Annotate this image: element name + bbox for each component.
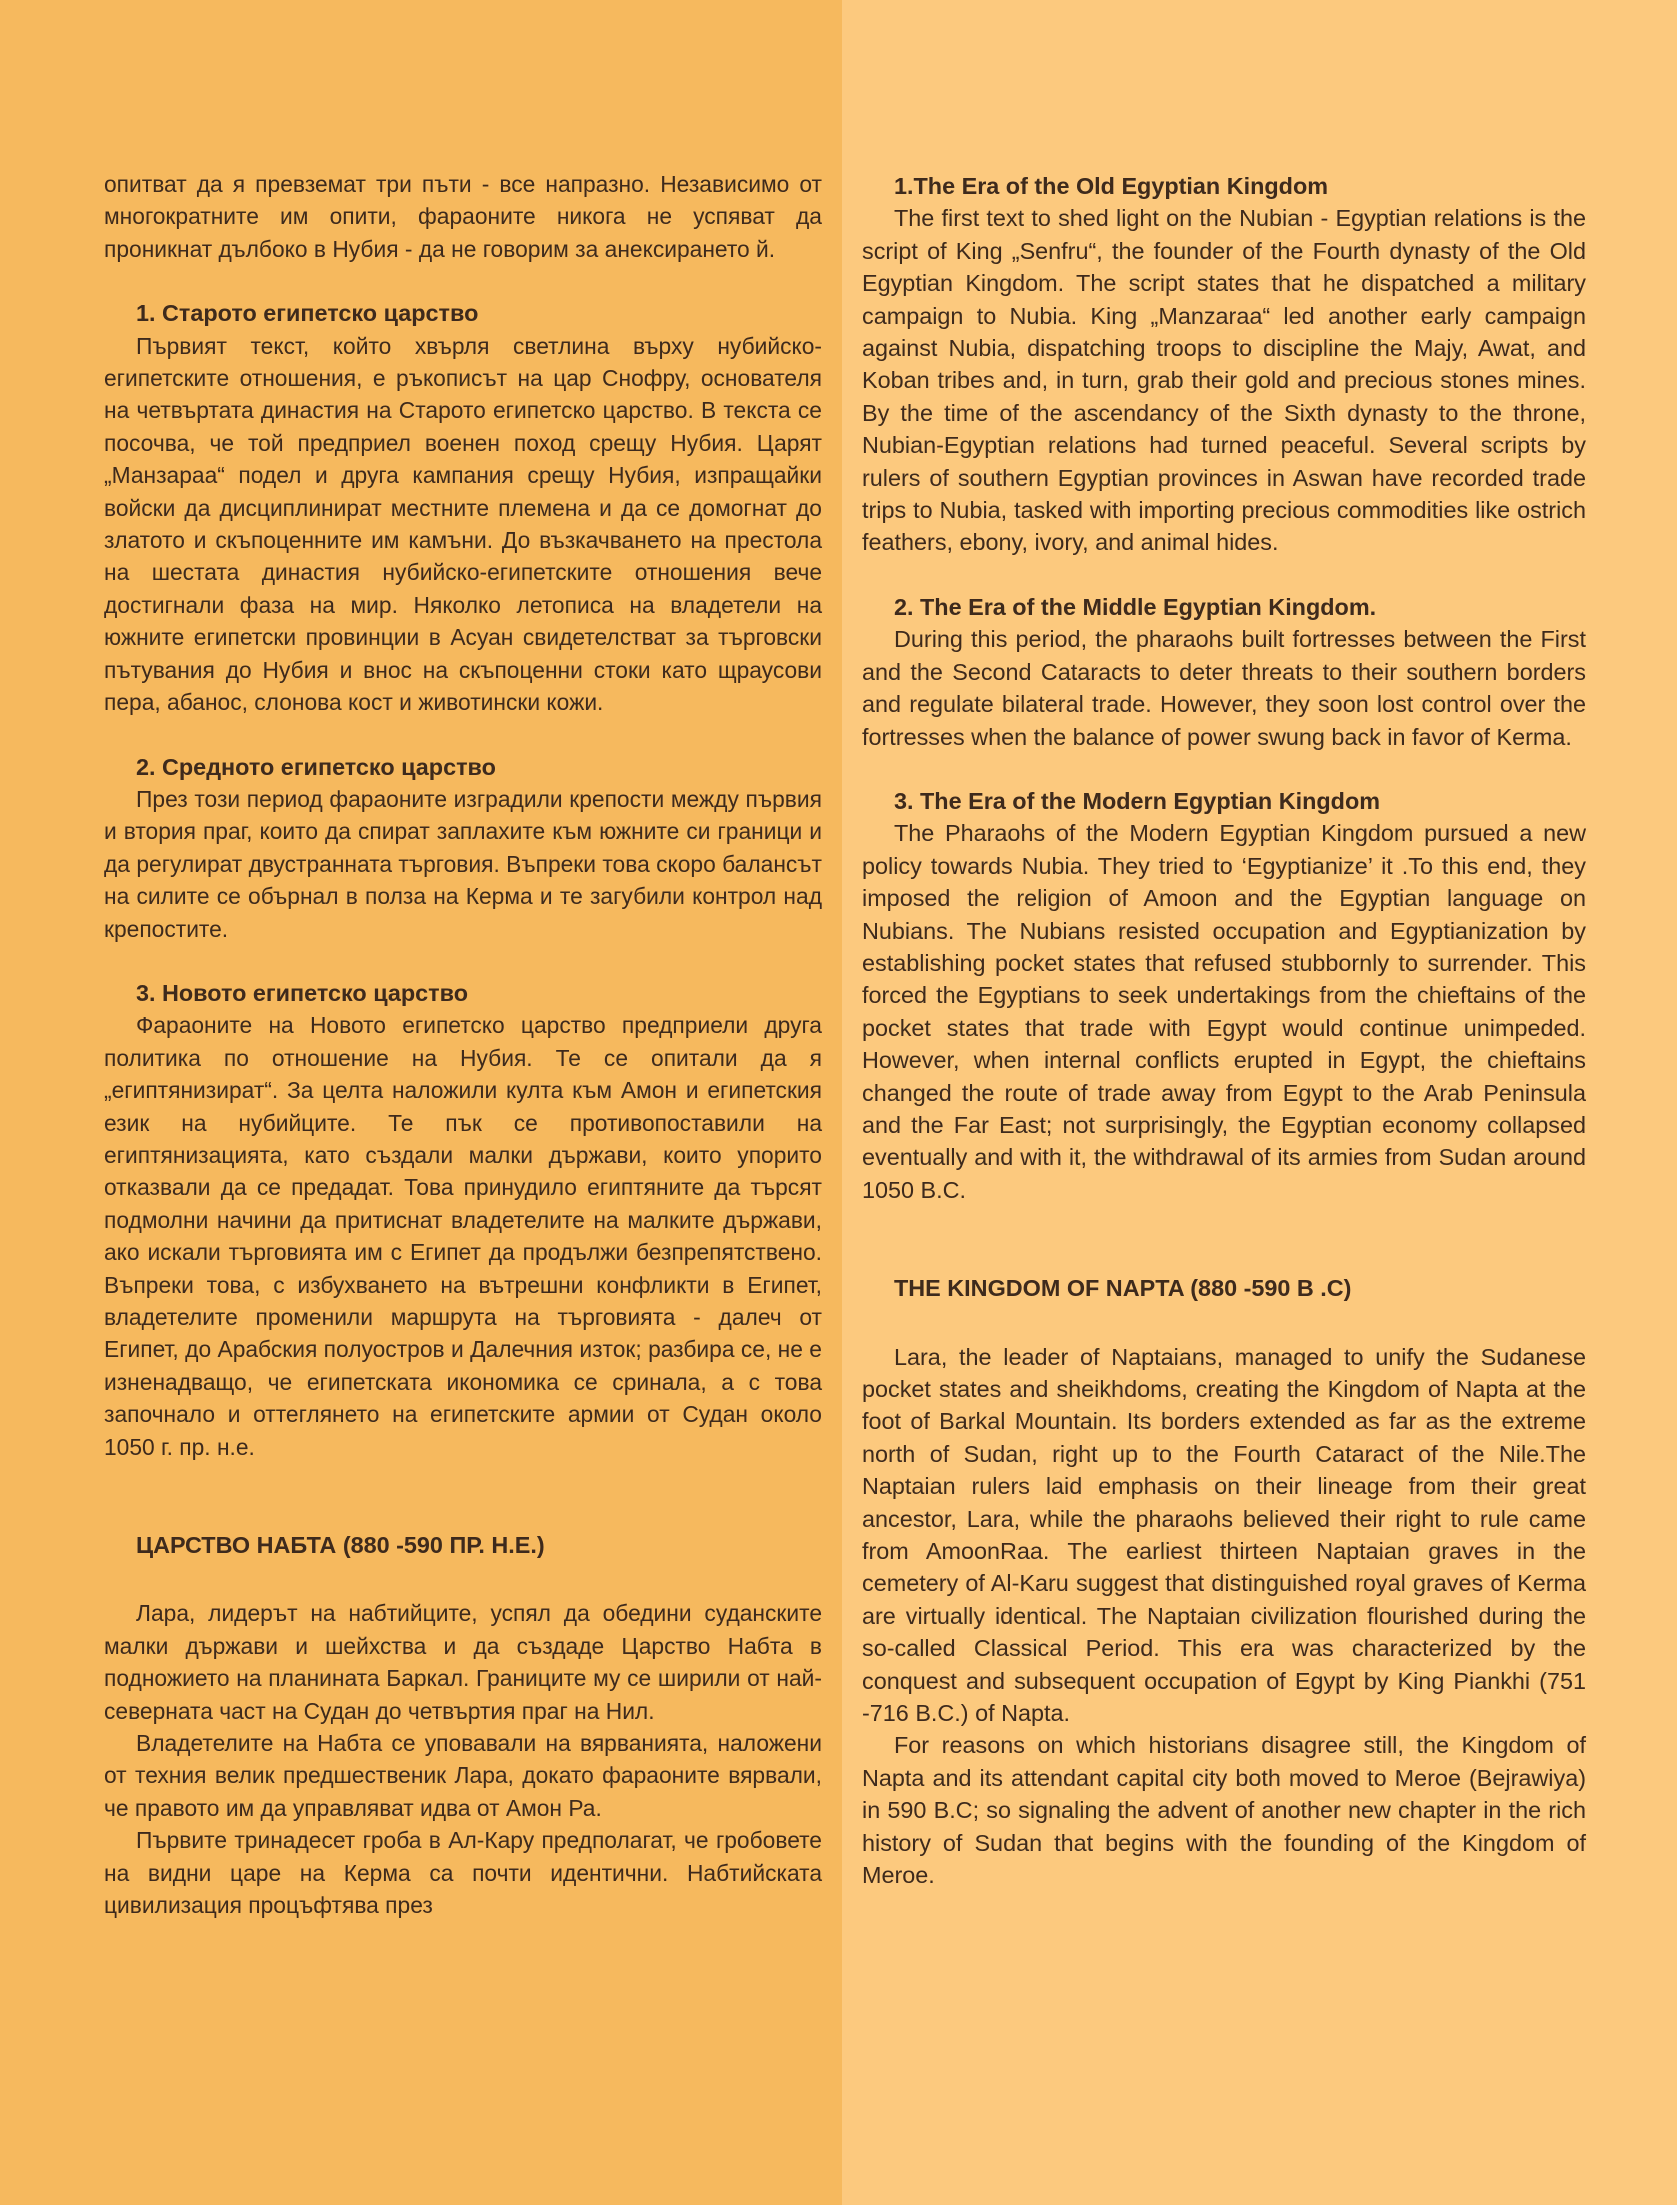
section-heading-old-kingdom: 1.The Era of the Old Egyptian Kingdom xyxy=(894,173,1329,199)
napta-paragraph: Lara, the leader of Naptaians, managed to unify the Sudanese pocket states and sheikhdoms, creating the Kingdom of Napta at the foot of Barkal Mountain. Its borders extended as far as the extreme north of Sudan, right up to the Fourth Cataract of the Nile.The Naptaian rulers laid emphasis on their lineage from their great ancestor, Lara, while the pharaohs believed their right to rule came from AmoonRaa. The earliest thirteen Naptaian graves in the cemetery of Al-Karu suggest that distinguished royal graves of Kerma are virtually identical. The Naptaian civilization flourished during the so-called Classical Period. This era was characterized by the conquest and subsequent occupation of Egypt by King Piankhi (751 -716 B.C.) of Napta. xyxy=(862,1343,1586,1727)
section-text-new-kingdom: Фараоните на Новото египетско царство предприели друга политика по отношение на Нубия. Те се опитали да я „египтянизират“. За целта наложили култа към Амон и египетския език на нубийците. Те пък се противопоставили на египтянизацията, като създали малки държави, които упорито отказвали да се предадат. Това принудило египтяните да търсят подмолни начини да притиснат владетелите на малките държави, ако искали търговията им с Египет да продължи безпрепятствено. Въпреки това, с избухването на вътрешни конфликти в Египет, владетелите променили маршрута на търговията - далеч от Египет, до Арабския полуостров и Далечния изток; разбира се, не е изненадващо, че египетската икономика се сринала, а с това започнало и оттеглянето на египетските армии от Судан около 1050 г. пр. н.е. xyxy=(104,1012,822,1460)
napta-paragraph: For reasons on which historians disagree still, the Kingdom of Napta and its attendant capital city both moved to Meroe (Bejrawiya) in 590 B.C; so signaling the advent of another new chapter in the rich history of Sudan that begins with the founding of the Kingdom of Meroe. xyxy=(862,1732,1586,1889)
section-text-modern-kingdom: The Pharaohs of the Modern Egyptian Kingdom pursued a new policy towards Nubia. They tried to ‘Egyptianize’ it .To this end, they imposed the religion of Amoon and the Egyptian language on Nubians. The Nubians resisted occupation and Egyptianization by establishing pocket states that refused stubbornly to surrender. This forced the Egyptians to seek undertakings from the chieftains of the pocket states that trade with Egypt would continue unimpeded. However, when internal conflicts erupted in Egypt, the chieftains changed the route of trade away from Egypt to the Arab Peninsula and the Far East; not surprisingly, the Egyptian economy collapsed eventually and with it, the withdrawal of its armies from Sudan around 1050 B.C. xyxy=(862,820,1586,1203)
napta-paragraph: Лара, лидерът на набтийците, успял да обедини суданските малки държави и шейхства и да създаде Царство Набта в подножието на планината Баркал. Границите му се ширили от най- северната част на Судан до четвъртия праг на Нил. xyxy=(104,1600,822,1724)
napta-paragraph: Първите тринадесет гроба в Ал-Кару предполагат, че гробовете на видни царе на Керма са почти идентични. Набтийската цивилизация процъфтява през xyxy=(104,1827,822,1919)
intro-paragraph: опитват да я превземат три пъти - все напразно. Независимо от многократните им опити, фараоните никога не успяват да проникнат дълбоко в Нубия - да не говорим за анексирането й. xyxy=(104,171,822,262)
section-heading-modern-kingdom: 3. The Era of the Modern Egyptian Kingdom xyxy=(894,787,1381,814)
section-text-old-kingdom: The first text to shed light on the Nubian - Egyptian relations is the script of King „Senfru“, the founder of the Fourth dynasty of the Old Egyptian Kingdom. The script states that he dispatched a military campaign to Nubia. King „Manzaraa“ led another early campaign against Nubia, dispatching troops to discipline the Majy, Awat, and Koban tribes and, in turn, grab their gold and precious stones mines. By the time of the ascendancy of the Sixth dynasty to the throne, Nubian-Egyptian relations had turned peaceful. Several scripts by rulers of southern Egyptian provinces in Aswan have recorded trade trips to Nubia, tasked with importing precious commodities like ostrich feathers, ebony, ivory, and animal hides. xyxy=(862,205,1586,556)
napta-title: THE KINGDOM OF NAPTA (880 -590 B .C) xyxy=(894,1275,1352,1302)
napta-title: ЦАРСТВО НАБТА (880 -590 ПР. Н.Е.) xyxy=(136,1532,545,1559)
section-heading-middle-kingdom: 2. Средното египетско царство xyxy=(136,753,496,780)
section-heading-old-kingdom: 1. Старото египетско царство xyxy=(136,300,479,327)
section-heading-new-kingdom: 3. Новото египетско царство xyxy=(136,979,468,1006)
section-text-middle-kingdom: През този период фараоните изградили крепости между първия и втория праг, които да спират заплахите към южните си граници и да регулират двустранната търговия. Въпреки това скоро балансът на силите се обърнал в полза на Керма и те загубили контрол над крепостите. xyxy=(104,785,822,942)
section-text-middle-kingdom: During this period, the pharaohs built fortresses between the First and the Second Cataracts to deter threats to their southern borders and regulate bilateral trade. However, they soon lost control over the fortresses when the balance of power swung back in favor of Kerma. xyxy=(862,626,1586,750)
english-column xyxy=(842,0,1677,2205)
napta-paragraph: Владетелите на Набта се уповавали на вярванията, наложени от техния велик предшественик Лара, докато фараоните вярвали, че правото им да управляват идва от Амон Ра. xyxy=(104,1730,822,1821)
section-text-old-kingdom: Първият текст, който хвърля светлина върху нубийско-египетските отношения, е ръкописът на цар Снофру, основателя на четвъртата династия на Старото египетско царство. В текста се посочва, че той предприел военен поход срещу Нубия. Царят „Манзараа“ подел и друга кампания срещу Нубия, изпращайки войски да дисциплинират местните племена и да се домогнат до златото и скъпоценните им камъни. До възкачването на престола на шестата династия нубийско-египетските отношения вече достигнали фаза на мир. Няколко летописа на владетели на южните египетски провинции в Асуан свидетелстват за търговски пътувания до Нубия и внос на скъпоценни стоки като щраусови пера, абанос, слонова кост и животински кожи. xyxy=(104,332,822,716)
section-heading-middle-kingdom: 2. The Era of the Middle Egyptian Kingdom. xyxy=(894,593,1377,620)
